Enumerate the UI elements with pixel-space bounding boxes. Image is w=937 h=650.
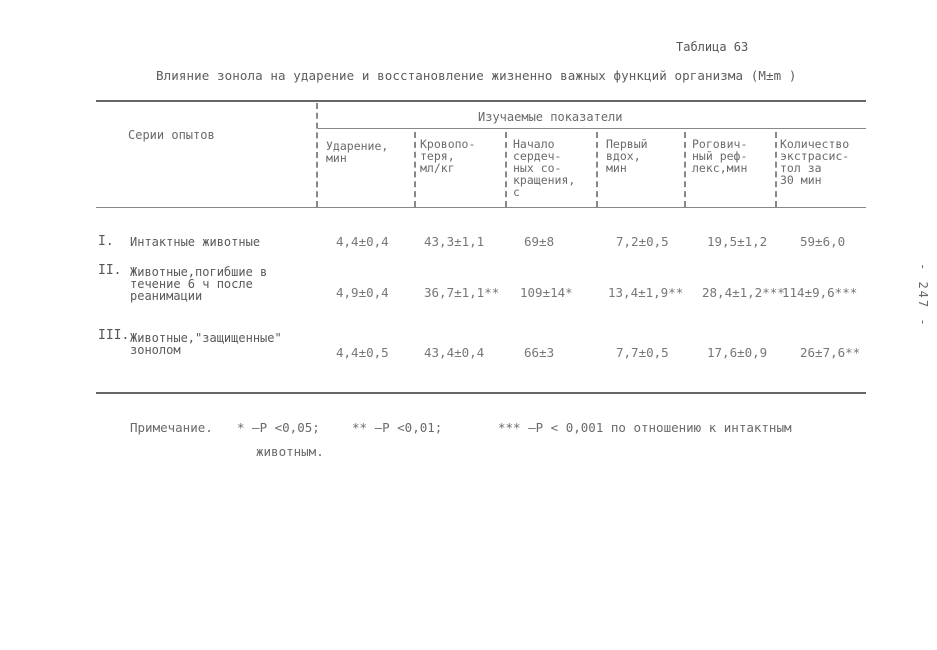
column-header-extrasystoles: Количество экстрасис- тол за 30 мин bbox=[780, 137, 850, 187]
table-cell: 13,4±1,9** bbox=[608, 285, 684, 300]
table-cell: 43,3±1,1 bbox=[424, 234, 485, 249]
column-separator bbox=[316, 103, 318, 207]
column-separator bbox=[505, 132, 507, 207]
table-top-rule bbox=[96, 100, 866, 102]
column-header-first-breath: Первый вдох, мин bbox=[606, 137, 648, 175]
column-header-blood-loss: Кровопо- теря, мл/кг bbox=[420, 137, 476, 175]
column-separator bbox=[775, 132, 777, 207]
note-p0001: *** –P < 0,001 по отношению к интактным bbox=[498, 420, 792, 435]
column-header-stopping: Ударение, мин bbox=[326, 139, 389, 165]
table-cell: 43,4±0,4 bbox=[424, 345, 485, 360]
column-header-heart-start: Начало сердеч- ных со- кращения, с bbox=[513, 137, 576, 199]
header-group-rule bbox=[318, 128, 866, 129]
row-label: Животные,погибшие в течение 6 ч после реанимации bbox=[130, 265, 268, 303]
row-number: I. bbox=[98, 234, 114, 249]
note-continuation: животным. bbox=[256, 444, 324, 459]
row-number: II. bbox=[98, 263, 122, 278]
column-header-corneal-reflex: Рогович- ный реф- лекс,мин bbox=[692, 137, 748, 175]
row-label: Интактные животные bbox=[130, 235, 261, 249]
table-cell: 26±7,6** bbox=[800, 345, 861, 360]
row-number: III. bbox=[98, 328, 130, 343]
table-cell: 36,7±1,1** bbox=[424, 285, 500, 300]
column-separator bbox=[684, 132, 686, 207]
row-label: Животные,"защищенные" зонолом bbox=[130, 331, 282, 357]
column-separator bbox=[414, 132, 416, 207]
note-p005: * –P <0,05; bbox=[237, 420, 320, 435]
table-bottom-rule bbox=[96, 392, 866, 394]
column-separator bbox=[596, 132, 598, 207]
note-p001: ** –P <0,01; bbox=[352, 420, 443, 435]
table-cell: 114±9,6*** bbox=[782, 285, 858, 300]
table-cell: 19,5±1,2 bbox=[707, 234, 768, 249]
table-cell: 66±3 bbox=[524, 345, 555, 360]
table-cell: 4,4±0,5 bbox=[336, 345, 389, 360]
table-cell: 7,7±0,5 bbox=[616, 345, 669, 360]
table-cell: 109±14* bbox=[520, 285, 573, 300]
table-cell: 4,9±0,4 bbox=[336, 285, 389, 300]
side-page-number: - 247 - bbox=[916, 263, 930, 328]
table-cell: 7,2±0,5 bbox=[616, 234, 669, 249]
header-bottom-rule bbox=[96, 207, 866, 208]
table-caption: Влияние зонола на ударение и восстановление жизненно важных функций организма (M±m ) bbox=[156, 68, 797, 83]
table-cell: 17,6±0,9 bbox=[707, 345, 768, 360]
table-label: Таблица 63 bbox=[676, 40, 749, 54]
table-cell: 4,4±0,4 bbox=[336, 234, 389, 249]
note-label: Примечание. bbox=[130, 420, 213, 435]
table-cell: 28,4±1,2*** bbox=[702, 285, 785, 300]
table-cell: 69±8 bbox=[524, 234, 555, 249]
header-series: Серии опытов bbox=[128, 128, 215, 142]
header-group: Изучаемые показатели bbox=[478, 110, 623, 124]
table-cell: 59±6,0 bbox=[800, 234, 846, 249]
